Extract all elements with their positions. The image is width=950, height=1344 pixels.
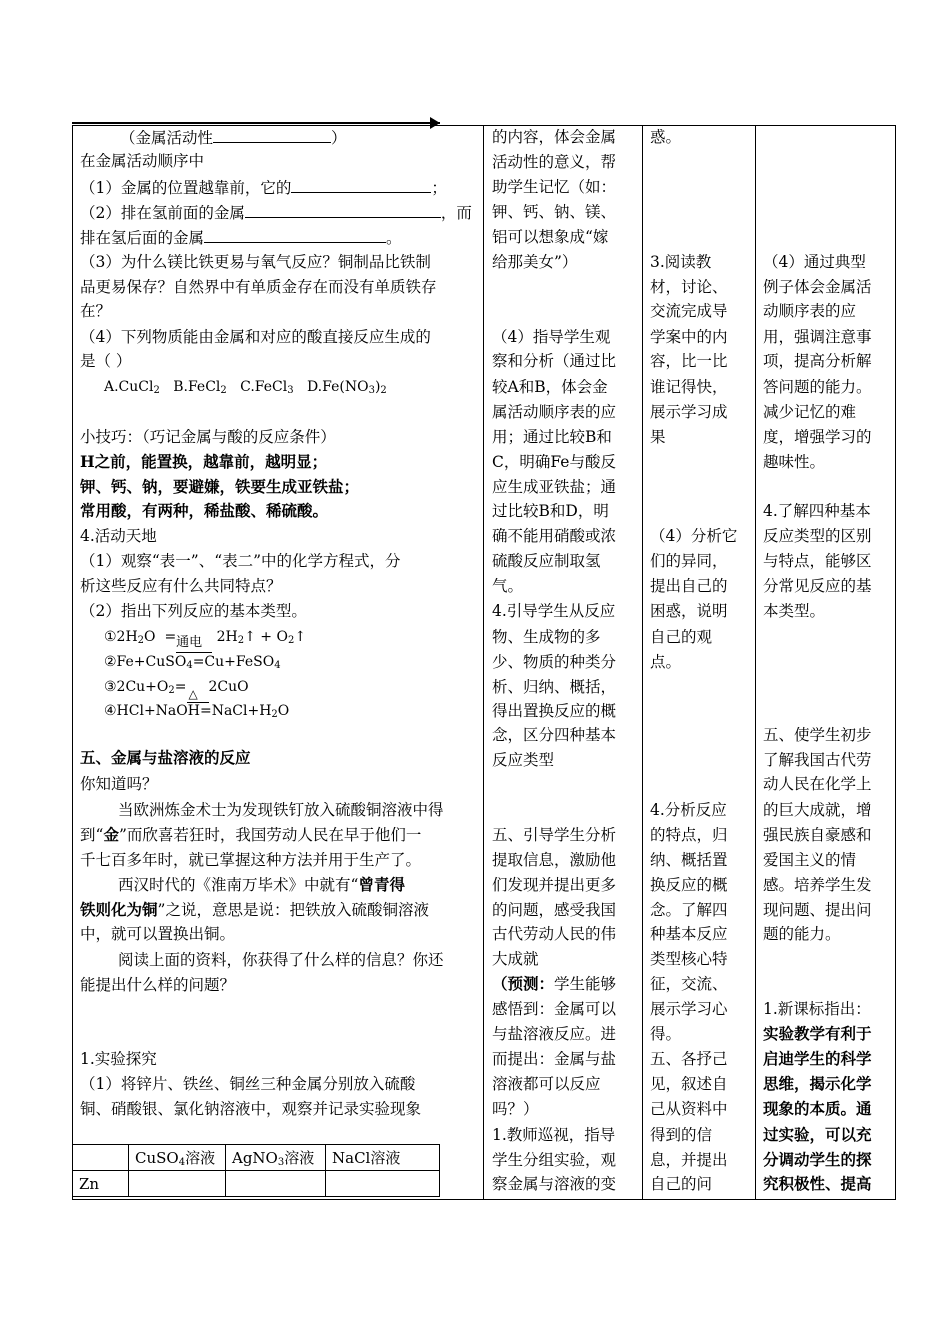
text-line: 点。 [650, 653, 682, 671]
text-line: 自己的问 [650, 1175, 713, 1193]
text-line: 度，增强学习的 [763, 428, 872, 446]
text-line: 4.引导学生从反应 [492, 602, 616, 620]
text-line [492, 973, 616, 995]
table-cell: AgNO$_3$溶液 [226, 1145, 326, 1171]
text-line: （1）观察“表一”、“表二”中的化学方程式，分 [80, 552, 401, 570]
text-line: 大成就 [492, 950, 539, 968]
equation: $①2H_2O$ = 通电 $2H_2↑$ + $O_2↑$ [104, 626, 306, 652]
text-line: 谁记得快， [650, 378, 728, 396]
text-line: 用，强调注意事 [763, 328, 872, 346]
text-line: 学案中的内 [650, 328, 728, 346]
text-line: 排在氢后面的金属 。 [80, 226, 402, 249]
text-line: 们发现并提出更多 [492, 876, 617, 894]
text-line: 能提出什么样的问题？ [80, 976, 236, 994]
column-divider-3 [755, 125, 756, 1200]
text-line: 到“金”而欣喜若狂时，我国劳动人民在早于他们一 [80, 825, 422, 844]
text-span: 学生能够 [554, 975, 617, 993]
text-line: 换反应的概 [650, 876, 728, 894]
text-line: 材，讨论、 [650, 278, 728, 296]
tip-line: H之前，能置换，越靠前，越明显； [80, 452, 328, 471]
text-line: 提出自己的 [650, 577, 728, 595]
text-line: 减少记忆的难 [763, 403, 857, 421]
text-line: 强民族自豪感和 [763, 826, 872, 844]
text-line: 趣味性。 [763, 453, 826, 471]
text-line: 例子体会金属活 [763, 278, 872, 296]
text-line: 念，区分四种基本 [492, 726, 617, 744]
text-line: 息，并提出 [650, 1151, 728, 1169]
text-line: 实验教学有利于 [763, 1024, 872, 1043]
text-line: 的问题，感受我国 [492, 901, 617, 919]
text-line: 题的能力。 [763, 925, 841, 943]
text-line: 在金属活动顺序中 [80, 152, 205, 170]
text-line: 动顺序表的应 [763, 302, 857, 320]
text-line: 铜、硝酸银、氯化钠溶液中，观察并记录实验现象 [80, 1100, 422, 1118]
text-line: 吗？） [492, 1100, 539, 1118]
text-line: 现象的本质。通 [763, 1099, 872, 1118]
experiment-table [72, 1144, 440, 1197]
text-line: 阅读上面的资料，你获得了什么样的信息？你还 [118, 951, 444, 969]
tip-heading: 小技巧：（巧记金属与酸的反应条件） [80, 428, 336, 446]
text-line: 确不能用硝酸或浓 [492, 527, 617, 545]
text-line: 困惑，说明 [650, 602, 728, 620]
text-line: 溶液都可以反应 [492, 1075, 601, 1093]
text-line: （1）金属的位置越靠前，它的 ； [80, 176, 447, 199]
table-cell [226, 1171, 326, 1197]
table-cell: CuSO$_4$溶液 [129, 1145, 226, 1171]
text-line: C，明确Fe与酸反 [492, 453, 616, 471]
tip-line: 钾、钙、钠，要避嫌，铁要生成亚铁盐； [80, 477, 360, 496]
table-cell [326, 1171, 440, 1197]
text-line: 气。 [492, 577, 524, 595]
text-line: 反应类型 [492, 751, 555, 769]
text-line: 们的异同， [650, 552, 728, 570]
text-line: 铝可以想象成“嫁 [492, 228, 609, 246]
column-divider-1 [483, 125, 484, 1200]
text-line: 察金属与溶液的变 [492, 1175, 617, 1193]
equation: ②Fe+CuSO$_4$=Cu+FeSO$_4$ [104, 654, 281, 671]
text-line: （4）指导学生观 [492, 328, 611, 346]
text-line: 与特点，能够区 [763, 552, 872, 570]
text-line: （1）将锌片、铁丝、铜丝三种金属分别放入硫酸 [80, 1075, 416, 1093]
text-line: 4.分析反应 [650, 801, 727, 819]
column-divider-2 [642, 125, 643, 1200]
text-line: 得。 [650, 1025, 682, 1043]
text-line: 己从资料中 [650, 1100, 728, 1118]
text-line: 用；通过比较B和 [492, 428, 612, 446]
text-line: 铁则化为铜”之说，意思是说：把铁放入硫酸铜溶液 [80, 900, 429, 919]
text-line: 反应类型的区别 [763, 527, 872, 545]
table-cell: NaCl溶液 [326, 1145, 440, 1171]
text-line: 交流完成导 [650, 302, 728, 320]
text-line: 种基本反应 [650, 925, 728, 943]
text-line: 属活动顺序表的应 [492, 403, 617, 421]
text-line: 的内容，体会金属 [492, 128, 617, 146]
text-line: 4.了解四种基本 [763, 502, 871, 520]
text-line: 学生分组实验，观 [492, 1151, 617, 1169]
equation: $③2Cu+O_2=$ △ 2CuO [104, 679, 249, 701]
text-line: 感。培养学生发 [763, 876, 872, 894]
text-line: 现问题、提出问 [763, 901, 872, 919]
text-line: （4）下列物质能由金属和对应的酸直接反应生成的 [80, 328, 431, 346]
table-cell [129, 1171, 226, 1197]
text-line: 感悟到：金属可以 [492, 1000, 617, 1018]
section-heading: 五、金属与盐溶液的反应 [80, 748, 251, 767]
text-line: 少、物质的种类分 [492, 653, 617, 671]
text-line: 得出置换反应的概 [492, 702, 617, 720]
text-line: 见，叙述自 [650, 1075, 728, 1093]
text-line: 项，提高分析解 [763, 352, 872, 370]
table-cell: Zn [73, 1171, 129, 1197]
text-line: 分常见反应的基 [763, 577, 872, 595]
text-line: 物、生成物的多 [492, 628, 601, 646]
text-line: 五、引导学生分析 [492, 826, 617, 844]
text-line: 五、使学生初步 [763, 726, 872, 744]
text-line: 活动性的意义，帮 [492, 153, 617, 171]
table-row [73, 1145, 440, 1171]
text-line: 而提出：金属与盐 [492, 1050, 617, 1068]
text-line: 千七百多年时，就已掌握这种方法并用于生产了。 [80, 851, 422, 869]
text-line: 本类型。 [763, 602, 826, 620]
text-line: 给那美女”） [492, 253, 578, 271]
text-line: 在？ [80, 302, 112, 320]
text-line: 3.阅读教 [650, 253, 712, 271]
text-line: （金属活动性 ） [120, 126, 347, 149]
text-line: （4）分析它 [650, 527, 738, 545]
text-line: 征，交流、 [650, 975, 728, 993]
text-line: 五、各抒己 [650, 1050, 728, 1068]
text-line: 展示学习心 [650, 1000, 728, 1018]
text-line: 是（ ） [80, 352, 132, 370]
text-line: 纳、概括置 [650, 851, 728, 869]
text-line: 提取信息，激励他 [492, 851, 617, 869]
text-line: 展示学习成 [650, 403, 728, 421]
text-line: 品更易保存？自然界中有单质金存在而没有单质铁存 [80, 278, 437, 296]
text-line: 得到的信 [650, 1126, 713, 1144]
text-line: 答问题的能力。 [763, 378, 872, 396]
equation: $④HCl+NaOH=NaCl+H_2O$ [104, 703, 290, 720]
text-line: 容，比一比 [650, 352, 728, 370]
text-line: （4）通过典型 [763, 253, 866, 271]
table-cell [73, 1145, 129, 1171]
text-line: 惑。 [650, 128, 682, 146]
text-line: 动人民在化学上 [763, 775, 872, 793]
text-line: 硫酸反应制取氢 [492, 552, 601, 570]
text-line: 西汉时代的《淮南万毕术》中就有“曾青得 [118, 875, 405, 894]
text-line: 的特点，归 [650, 826, 728, 844]
tip-line: 常用酸，有两种，稀盐酸、稀硫酸。 [80, 501, 329, 520]
text-line: 察和分析（通过比 [492, 352, 617, 370]
text-line: 启迪学生的科学 [763, 1049, 872, 1068]
text-line: （2）排在氢前面的金属 ，而 [80, 201, 472, 224]
text-line: 的巨大成就，增 [763, 801, 872, 819]
text-line: 念。了解四 [650, 901, 728, 919]
text-line: （2）指出下列反应的基本类型。 [80, 602, 307, 620]
text-line: 钾、钙、钠、镁、 [492, 203, 617, 221]
text-line: 析、归纳、概括， [492, 678, 617, 696]
answer-options: A.CuCl$_2$ B.FeCl$_2$ C.FeCl$_3$ $D.Fe(NO_3)_2$ [104, 379, 387, 396]
text-line: 当欧洲炼金术士为发现铁钉放入硫酸铜溶液中得 [118, 801, 444, 819]
text-line: 究积极性、提高 [763, 1174, 872, 1193]
arrow-line [72, 122, 440, 124]
text-line: 类型核心特 [650, 950, 728, 968]
text-line: 析这些反应有什么共同特点？ [80, 577, 282, 595]
text-line: 思维，揭示化学 [763, 1074, 872, 1093]
text-line: 过实验，可以充 [763, 1125, 872, 1144]
text-line: 爱国主义的情 [763, 851, 857, 869]
text-line: 应生成亚铁盐；通 [492, 478, 617, 496]
text-line: 你知道吗？ [80, 775, 158, 793]
text-line: 与盐溶液反应。进 [492, 1025, 617, 1043]
bold-prefix: （预测： [492, 974, 555, 993]
text-line: 分调动学生的探 [763, 1150, 872, 1169]
section-title: 1.实验探究 [80, 1050, 157, 1068]
text-line: 助学生记忆（如： [492, 178, 617, 196]
text-line: 过比较B和D，明 [492, 502, 609, 520]
text-line: 较A和B，体会金 [492, 378, 608, 396]
text-line: 果 [650, 428, 666, 446]
text-line: 了解我国古代劳 [763, 751, 872, 769]
table-row [73, 1171, 440, 1197]
text-line: （3）为什么镁比铁更易与氧气反应？铜制品比铁制 [80, 253, 431, 271]
text-line: 自己的观 [650, 628, 713, 646]
text-line: 1.教师巡视，指导 [492, 1126, 616, 1144]
section-title: 4.活动天地 [80, 527, 157, 545]
text-line: 1.新课标指出： [763, 1000, 871, 1018]
text-line: 中，就可以置换出铜。 [80, 925, 236, 943]
text-line: 古代劳动人民的伟 [492, 925, 617, 943]
